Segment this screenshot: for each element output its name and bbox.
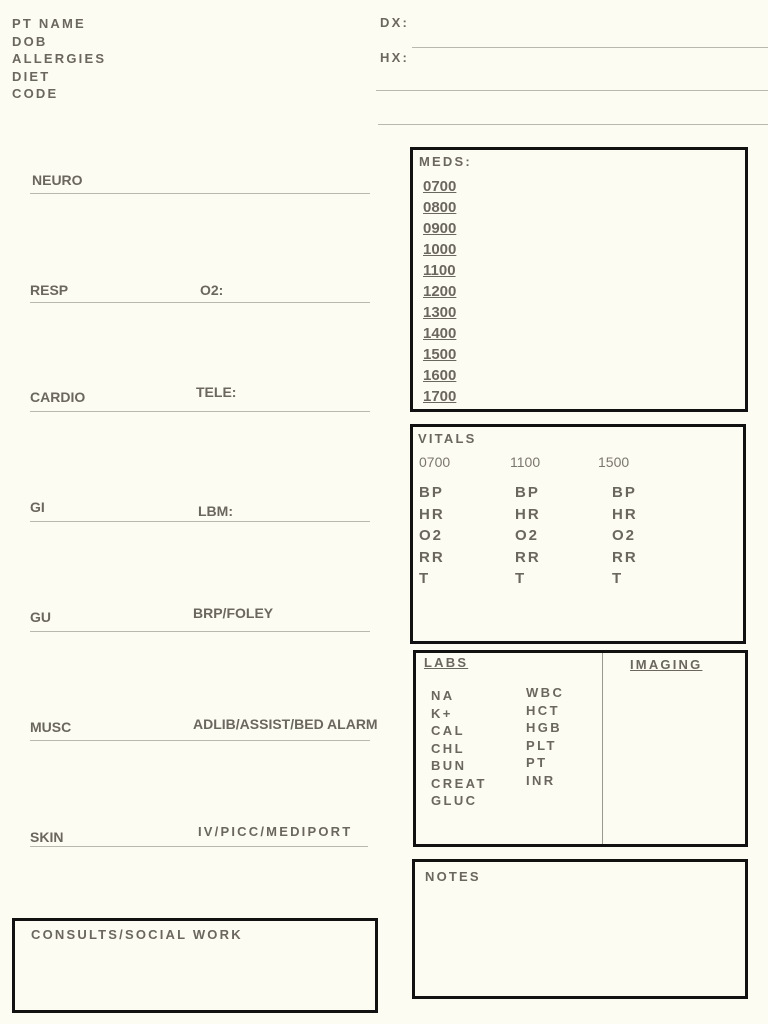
skin-label: SKIN bbox=[30, 829, 64, 845]
vitals-time-1500: 1500 bbox=[598, 454, 630, 470]
vital-o2: O2 bbox=[419, 527, 444, 544]
med-time-1400[interactable]: 1400 bbox=[423, 325, 457, 342]
vitals-column-1100 bbox=[515, 482, 541, 590]
lab-plt: PLT bbox=[526, 737, 557, 753]
med-time-1600[interactable]: 1600 bbox=[423, 367, 457, 384]
dx-line bbox=[412, 47, 768, 48]
vitals-time-1100: 1100 bbox=[510, 454, 541, 470]
med-time-1200[interactable]: 1200 bbox=[423, 283, 457, 300]
code-label: CODE bbox=[12, 86, 59, 101]
med-time-0800[interactable]: 0800 bbox=[423, 199, 457, 216]
med-time-1100[interactable]: 1100 bbox=[423, 262, 456, 279]
lab-na: NA bbox=[431, 688, 455, 703]
tele-label: TELE: bbox=[196, 384, 237, 400]
lab-chl: CHL bbox=[431, 740, 465, 756]
skin-line bbox=[30, 846, 368, 847]
vitals-title: VITALS bbox=[418, 431, 477, 446]
vital-t: T bbox=[612, 570, 624, 587]
lbm-label: LBM: bbox=[198, 503, 233, 519]
neuro-line bbox=[30, 193, 370, 194]
vital-hr: HR bbox=[612, 505, 638, 523]
med-times-list bbox=[423, 176, 456, 407]
med-time-1300[interactable]: 1300 bbox=[423, 304, 457, 321]
resp-line bbox=[30, 302, 370, 303]
labs-title: LABS bbox=[424, 655, 469, 670]
hx-line-1 bbox=[376, 90, 768, 91]
neuro-label: NEURO bbox=[32, 172, 83, 188]
dob-label: DOB bbox=[12, 33, 48, 49]
gi-label: GI bbox=[30, 499, 45, 515]
med-time-0700[interactable]: 0700 bbox=[423, 178, 457, 195]
hx-line-2 bbox=[378, 124, 768, 125]
lab-bun: BUN bbox=[431, 758, 467, 773]
labs-imaging-divider bbox=[602, 653, 603, 844]
notes-box[interactable] bbox=[412, 859, 748, 999]
patient-info-labels bbox=[12, 15, 106, 103]
vitals-box bbox=[410, 424, 746, 644]
brp-foley-label: BRP/FOLEY bbox=[193, 605, 274, 621]
diet-label: DIET bbox=[12, 68, 51, 84]
lab-wbc: WBC bbox=[526, 685, 565, 700]
lab-gluc: GLUC bbox=[431, 793, 478, 808]
vitals-column-1500 bbox=[612, 482, 638, 590]
vital-hr: HR bbox=[419, 505, 445, 523]
consults-box[interactable] bbox=[12, 918, 378, 1013]
med-time-0900[interactable]: 0900 bbox=[423, 220, 457, 237]
allergies-label: ALLERGIES bbox=[12, 51, 107, 66]
labs-imaging-box bbox=[413, 650, 748, 847]
vital-bp: BP bbox=[419, 484, 444, 501]
vital-t: T bbox=[515, 570, 527, 587]
cardio-line bbox=[30, 411, 370, 412]
imaging-title: IMAGING bbox=[630, 657, 703, 672]
med-time-1700[interactable]: 1700 bbox=[423, 388, 457, 405]
iv-label: IV/PICC/MEDIPORT bbox=[198, 824, 353, 839]
adlib-label: ADLIB/ASSIST/BED ALARM bbox=[193, 716, 378, 732]
vitals-time-0700: 0700 bbox=[419, 454, 451, 470]
vital-bp: BP bbox=[515, 484, 540, 501]
musc-label: MUSC bbox=[30, 719, 72, 735]
lab-creat: CREAT bbox=[431, 775, 487, 791]
vital-o2: O2 bbox=[515, 527, 540, 544]
meds-box bbox=[410, 147, 748, 412]
vital-rr: RR bbox=[612, 548, 638, 566]
notes-title: NOTES bbox=[425, 869, 481, 884]
pt-name-label: PT NAME bbox=[12, 16, 86, 31]
lab-k: K+ bbox=[431, 705, 453, 721]
vital-hr: HR bbox=[515, 505, 541, 523]
gi-line bbox=[30, 521, 370, 522]
vital-t: T bbox=[419, 570, 431, 587]
lab-cal: CAL bbox=[431, 723, 465, 738]
labs-column-2 bbox=[526, 684, 564, 789]
vitals-column-0700 bbox=[419, 482, 445, 590]
vital-o2: O2 bbox=[612, 527, 637, 544]
gu-line bbox=[30, 631, 370, 632]
dx-label: DX: bbox=[380, 15, 409, 30]
vital-bp: BP bbox=[612, 484, 637, 501]
labs-column-1 bbox=[431, 687, 487, 810]
consults-title: CONSULTS/SOCIAL WORK bbox=[31, 927, 243, 942]
lab-hgb: HGB bbox=[526, 720, 563, 735]
vital-rr: RR bbox=[419, 548, 445, 566]
musc-line bbox=[30, 740, 370, 741]
lab-inr: INR bbox=[526, 772, 556, 788]
vital-rr: RR bbox=[515, 548, 541, 566]
lab-hct: HCT bbox=[526, 702, 560, 718]
gu-label: GU bbox=[30, 609, 51, 625]
o2-label: O2: bbox=[200, 282, 224, 298]
cardio-label: CARDIO bbox=[30, 389, 86, 405]
hx-label: HX: bbox=[380, 50, 409, 65]
meds-title: MEDS: bbox=[419, 154, 472, 169]
med-time-1000[interactable]: 1000 bbox=[423, 241, 457, 258]
med-time-1500[interactable]: 1500 bbox=[423, 346, 457, 363]
resp-label: RESP bbox=[30, 282, 69, 298]
lab-pt: PT bbox=[526, 755, 548, 770]
